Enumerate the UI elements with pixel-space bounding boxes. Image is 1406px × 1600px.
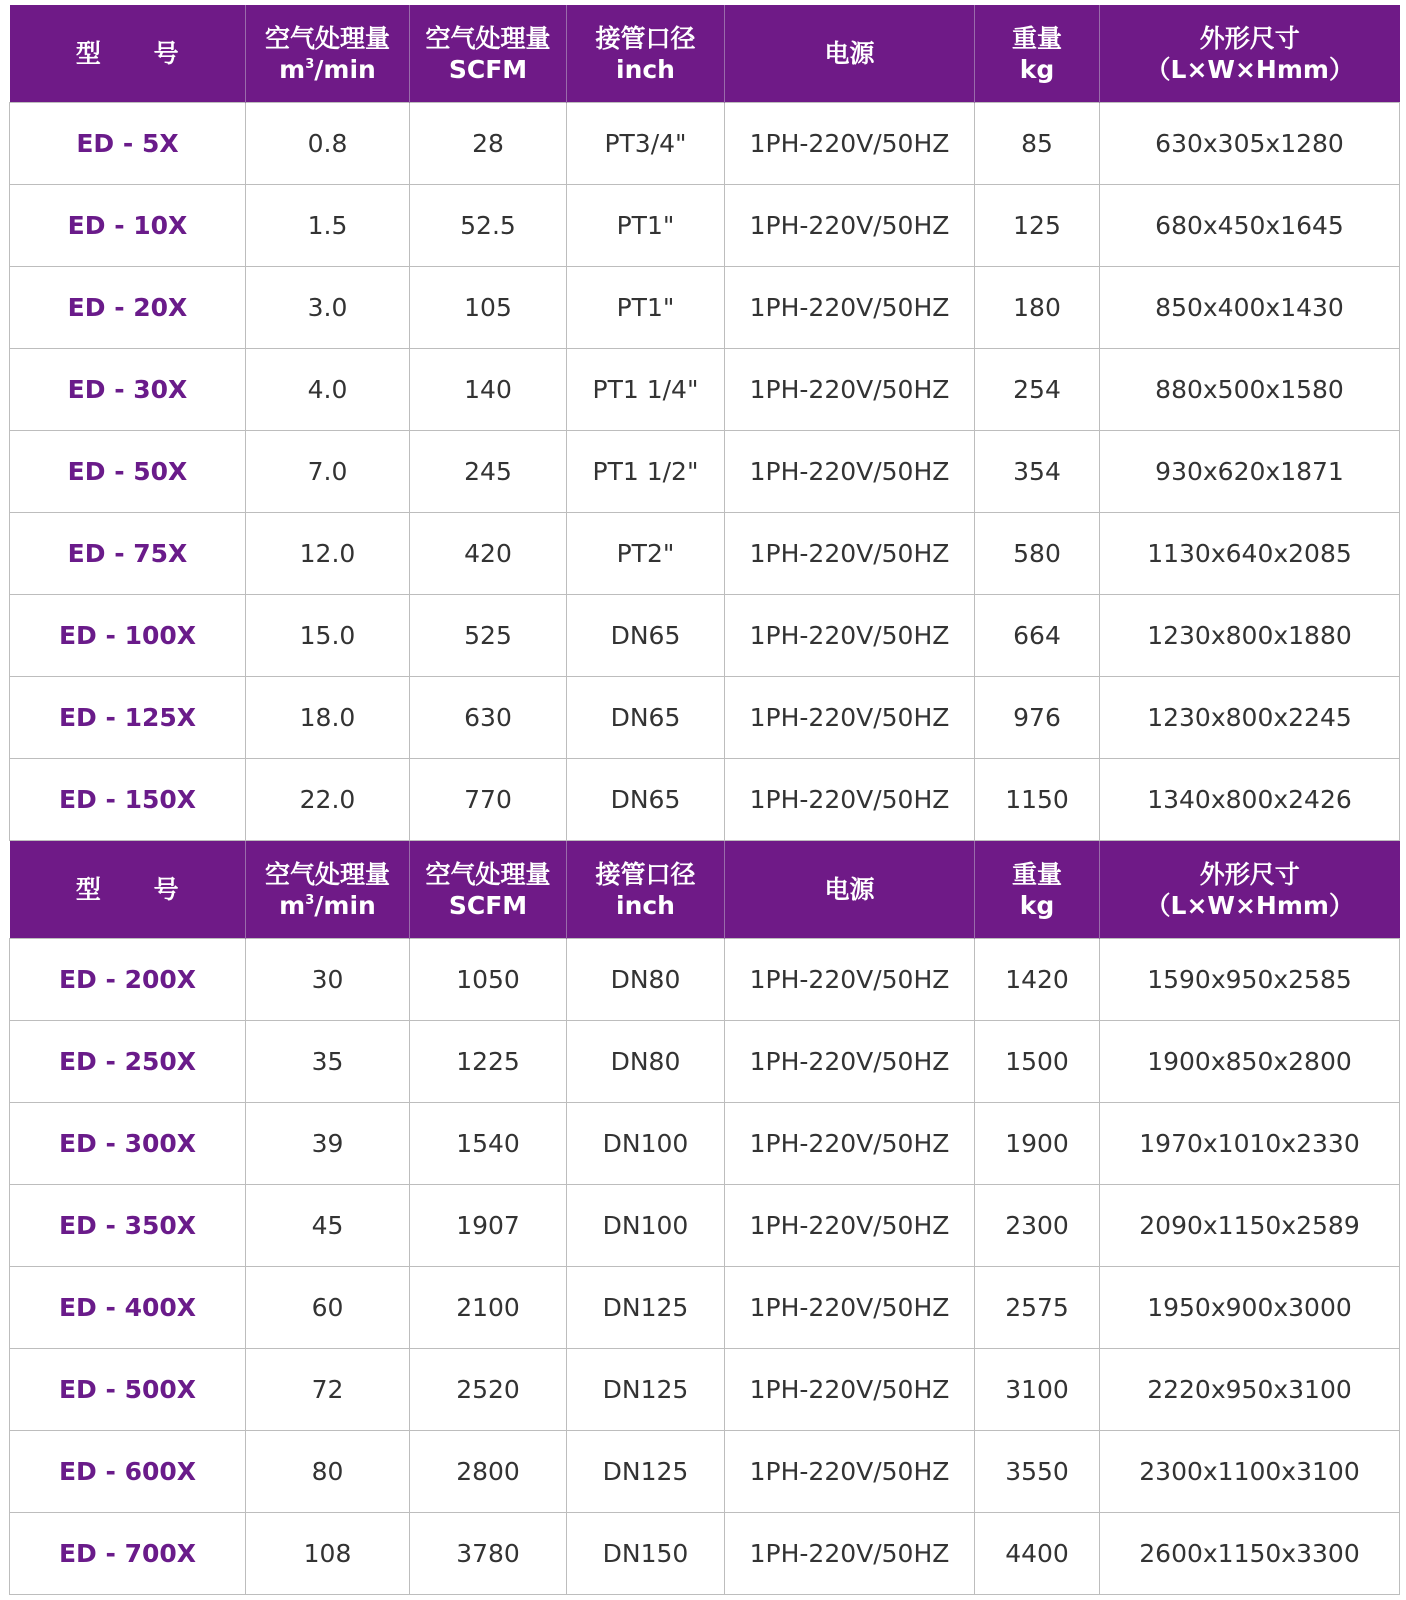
table-row xyxy=(10,1513,1400,1595)
pipe-size-cell: DN65 xyxy=(567,677,725,759)
dimensions-cell: 1130x640x2085 xyxy=(1100,513,1400,595)
header-power: 电源 xyxy=(725,841,975,939)
dimensions-cell: 1230x800x1880 xyxy=(1100,595,1400,677)
flow-m3-cell: 18.0 xyxy=(246,677,410,759)
flow-scfm-cell: 28 xyxy=(410,103,567,185)
flow-m3-cell: 80 xyxy=(246,1431,410,1513)
model-cell: ED - 20X xyxy=(10,267,246,349)
weight-cell: 3550 xyxy=(975,1431,1100,1513)
pipe-size-cell: DN125 xyxy=(567,1431,725,1513)
header-flow-m3: 空气处理量 $m^3/\min$ xyxy=(246,841,410,939)
flow-scfm-cell: 525 xyxy=(410,595,567,677)
model-cell: ED - 100X xyxy=(10,595,246,677)
model-cell: ED - 500X xyxy=(10,1349,246,1431)
header-pipe-size: 接管口径 inch xyxy=(567,5,725,103)
table-row xyxy=(10,1349,1400,1431)
header-flow-m3: 空气处理量 $m^3/\min$ xyxy=(246,5,410,103)
table-row xyxy=(10,939,1400,1021)
header-flow-scfm: 空气处理量 SCFM xyxy=(410,5,567,103)
flow-m3-cell: 45 xyxy=(246,1185,410,1267)
weight-cell: 85 xyxy=(975,103,1100,185)
power-cell: 1PH-220V/50HZ xyxy=(725,1103,975,1185)
pipe-size-cell: PT3/4" xyxy=(567,103,725,185)
weight-cell: 1900 xyxy=(975,1103,1100,1185)
table-row xyxy=(10,349,1400,431)
model-cell: ED - 10X xyxy=(10,185,246,267)
weight-cell: 354 xyxy=(975,431,1100,513)
flow-scfm-cell: 630 xyxy=(410,677,567,759)
power-cell: 1PH-220V/50HZ xyxy=(725,677,975,759)
header-model: 型 号 xyxy=(10,5,246,103)
pipe-size-cell: DN65 xyxy=(567,759,725,841)
flow-m3-cell: 39 xyxy=(246,1103,410,1185)
pipe-size-cell: DN80 xyxy=(567,1021,725,1103)
flow-scfm-cell: 2520 xyxy=(410,1349,567,1431)
weight-cell: 1420 xyxy=(975,939,1100,1021)
flow-m3-cell: 35 xyxy=(246,1021,410,1103)
power-cell: 1PH-220V/50HZ xyxy=(725,595,975,677)
dimensions-cell: 2220x950x3100 xyxy=(1100,1349,1400,1431)
weight-cell: 2300 xyxy=(975,1185,1100,1267)
table-row xyxy=(10,267,1400,349)
flow-scfm-cell: 1225 xyxy=(410,1021,567,1103)
dimensions-cell: 1340x800x2426 xyxy=(1100,759,1400,841)
table-header-row xyxy=(10,5,1400,103)
dimensions-cell: 1230x800x2245 xyxy=(1100,677,1400,759)
flow-m3-cell: 7.0 xyxy=(246,431,410,513)
model-cell: ED - 350X xyxy=(10,1185,246,1267)
spec-table-section-a xyxy=(10,5,1400,841)
model-cell: ED - 5X xyxy=(10,103,246,185)
power-cell: 1PH-220V/50HZ xyxy=(725,759,975,841)
model-cell: ED - 30X xyxy=(10,349,246,431)
table-row xyxy=(10,1431,1400,1513)
weight-cell: 664 xyxy=(975,595,1100,677)
model-cell: ED - 300X xyxy=(10,1103,246,1185)
dimensions-cell: 1970x1010x2330 xyxy=(1100,1103,1400,1185)
pipe-size-cell: PT2" xyxy=(567,513,725,595)
flow-m3-cell: 3.0 xyxy=(246,267,410,349)
pipe-size-cell: PT1" xyxy=(567,267,725,349)
table-row xyxy=(10,103,1400,185)
dimensions-cell: 2090x1150x2589 xyxy=(1100,1185,1400,1267)
power-cell: 1PH-220V/50HZ xyxy=(725,349,975,431)
flow-m3-cell: 30 xyxy=(246,939,410,1021)
header-weight: 重量 kg xyxy=(975,841,1100,939)
flow-m3-cell: 22.0 xyxy=(246,759,410,841)
table-row xyxy=(10,759,1400,841)
table-row xyxy=(10,185,1400,267)
flow-m3-cell: 12.0 xyxy=(246,513,410,595)
flow-scfm-cell: 3780 xyxy=(410,1513,567,1595)
flow-m3-cell: 108 xyxy=(246,1513,410,1595)
model-cell: ED - 250X xyxy=(10,1021,246,1103)
table-header-row xyxy=(10,841,1400,939)
table-row xyxy=(10,1021,1400,1103)
model-cell: ED - 400X xyxy=(10,1267,246,1349)
flow-scfm-cell: 140 xyxy=(410,349,567,431)
power-cell: 1PH-220V/50HZ xyxy=(725,1021,975,1103)
model-cell: ED - 50X xyxy=(10,431,246,513)
flow-m3-cell: 15.0 xyxy=(246,595,410,677)
flow-m3-cell: 60 xyxy=(246,1267,410,1349)
pipe-size-cell: DN80 xyxy=(567,939,725,1021)
power-cell: 1PH-220V/50HZ xyxy=(725,267,975,349)
power-cell: 1PH-220V/50HZ xyxy=(725,939,975,1021)
weight-cell: 976 xyxy=(975,677,1100,759)
model-cell: ED - 600X xyxy=(10,1431,246,1513)
dimensions-cell: 2300x1100x3100 xyxy=(1100,1431,1400,1513)
pipe-size-cell: PT1 1/4" xyxy=(567,349,725,431)
dimensions-cell: 2600x1150x3300 xyxy=(1100,1513,1400,1595)
power-cell: 1PH-220V/50HZ xyxy=(725,1185,975,1267)
flow-scfm-cell: 1540 xyxy=(410,1103,567,1185)
table-row xyxy=(10,1185,1400,1267)
power-cell: 1PH-220V/50HZ xyxy=(725,513,975,595)
flow-scfm-cell: 105 xyxy=(410,267,567,349)
dimensions-cell: 1950x900x3000 xyxy=(1100,1267,1400,1349)
table-row xyxy=(10,1267,1400,1349)
flow-m3-cell: 4.0 xyxy=(246,349,410,431)
header-flow-scfm: 空气处理量 SCFM xyxy=(410,841,567,939)
flow-scfm-cell: 1907 xyxy=(410,1185,567,1267)
table-row xyxy=(10,595,1400,677)
pipe-size-cell: DN100 xyxy=(567,1103,725,1185)
header-dimensions: 外形尺寸 （L×W×Hmm） xyxy=(1100,841,1400,939)
flow-m3-cell: 0.8 xyxy=(246,103,410,185)
weight-cell: 1150 xyxy=(975,759,1100,841)
flow-scfm-cell: 245 xyxy=(410,431,567,513)
spec-table-section-b xyxy=(10,841,1400,1595)
table-row xyxy=(10,431,1400,513)
weight-cell: 1500 xyxy=(975,1021,1100,1103)
weight-cell: 180 xyxy=(975,267,1100,349)
power-cell: 1PH-220V/50HZ xyxy=(725,103,975,185)
dimensions-cell: 850x400x1430 xyxy=(1100,267,1400,349)
table-row xyxy=(10,1103,1400,1185)
dimensions-cell: 880x500x1580 xyxy=(1100,349,1400,431)
header-model: 型 号 xyxy=(10,841,246,939)
dimensions-cell: 930x620x1871 xyxy=(1100,431,1400,513)
flow-scfm-cell: 1050 xyxy=(410,939,567,1021)
dimensions-cell: 1590x950x2585 xyxy=(1100,939,1400,1021)
power-cell: 1PH-220V/50HZ xyxy=(725,185,975,267)
weight-cell: 125 xyxy=(975,185,1100,267)
power-cell: 1PH-220V/50HZ xyxy=(725,1267,975,1349)
weight-cell: 580 xyxy=(975,513,1100,595)
pipe-size-cell: DN100 xyxy=(567,1185,725,1267)
weight-cell: 3100 xyxy=(975,1349,1100,1431)
header-dimensions: 外形尺寸 （L×W×Hmm） xyxy=(1100,5,1400,103)
flow-scfm-cell: 2800 xyxy=(410,1431,567,1513)
flow-scfm-cell: 770 xyxy=(410,759,567,841)
model-cell: ED - 125X xyxy=(10,677,246,759)
power-cell: 1PH-220V/50HZ xyxy=(725,1513,975,1595)
weight-cell: 4400 xyxy=(975,1513,1100,1595)
weight-cell: 254 xyxy=(975,349,1100,431)
model-cell: ED - 150X xyxy=(10,759,246,841)
table-row xyxy=(10,677,1400,759)
pipe-size-cell: DN125 xyxy=(567,1349,725,1431)
flow-scfm-cell: 2100 xyxy=(410,1267,567,1349)
pipe-size-cell: DN125 xyxy=(567,1267,725,1349)
power-cell: 1PH-220V/50HZ xyxy=(725,1349,975,1431)
weight-cell: 2575 xyxy=(975,1267,1100,1349)
header-power: 电源 xyxy=(725,5,975,103)
model-cell: ED - 200X xyxy=(10,939,246,1021)
pipe-size-cell: DN65 xyxy=(567,595,725,677)
power-cell: 1PH-220V/50HZ xyxy=(725,431,975,513)
pipe-size-cell: PT1 1/2" xyxy=(567,431,725,513)
header-weight: 重量 kg xyxy=(975,5,1100,103)
dimensions-cell: 680x450x1645 xyxy=(1100,185,1400,267)
header-pipe-size: 接管口径 inch xyxy=(567,841,725,939)
dimensions-cell: 630x305x1280 xyxy=(1100,103,1400,185)
pipe-size-cell: DN150 xyxy=(567,1513,725,1595)
model-cell: ED - 700X xyxy=(10,1513,246,1595)
power-cell: 1PH-220V/50HZ xyxy=(725,1431,975,1513)
spec-table xyxy=(9,5,1400,1595)
table-row xyxy=(10,513,1400,595)
flow-m3-cell: 1.5 xyxy=(246,185,410,267)
pipe-size-cell: PT1" xyxy=(567,185,725,267)
model-cell: ED - 75X xyxy=(10,513,246,595)
flow-m3-cell: 72 xyxy=(246,1349,410,1431)
flow-scfm-cell: 420 xyxy=(410,513,567,595)
dimensions-cell: 1900x850x2800 xyxy=(1100,1021,1400,1103)
flow-scfm-cell: 52.5 xyxy=(410,185,567,267)
